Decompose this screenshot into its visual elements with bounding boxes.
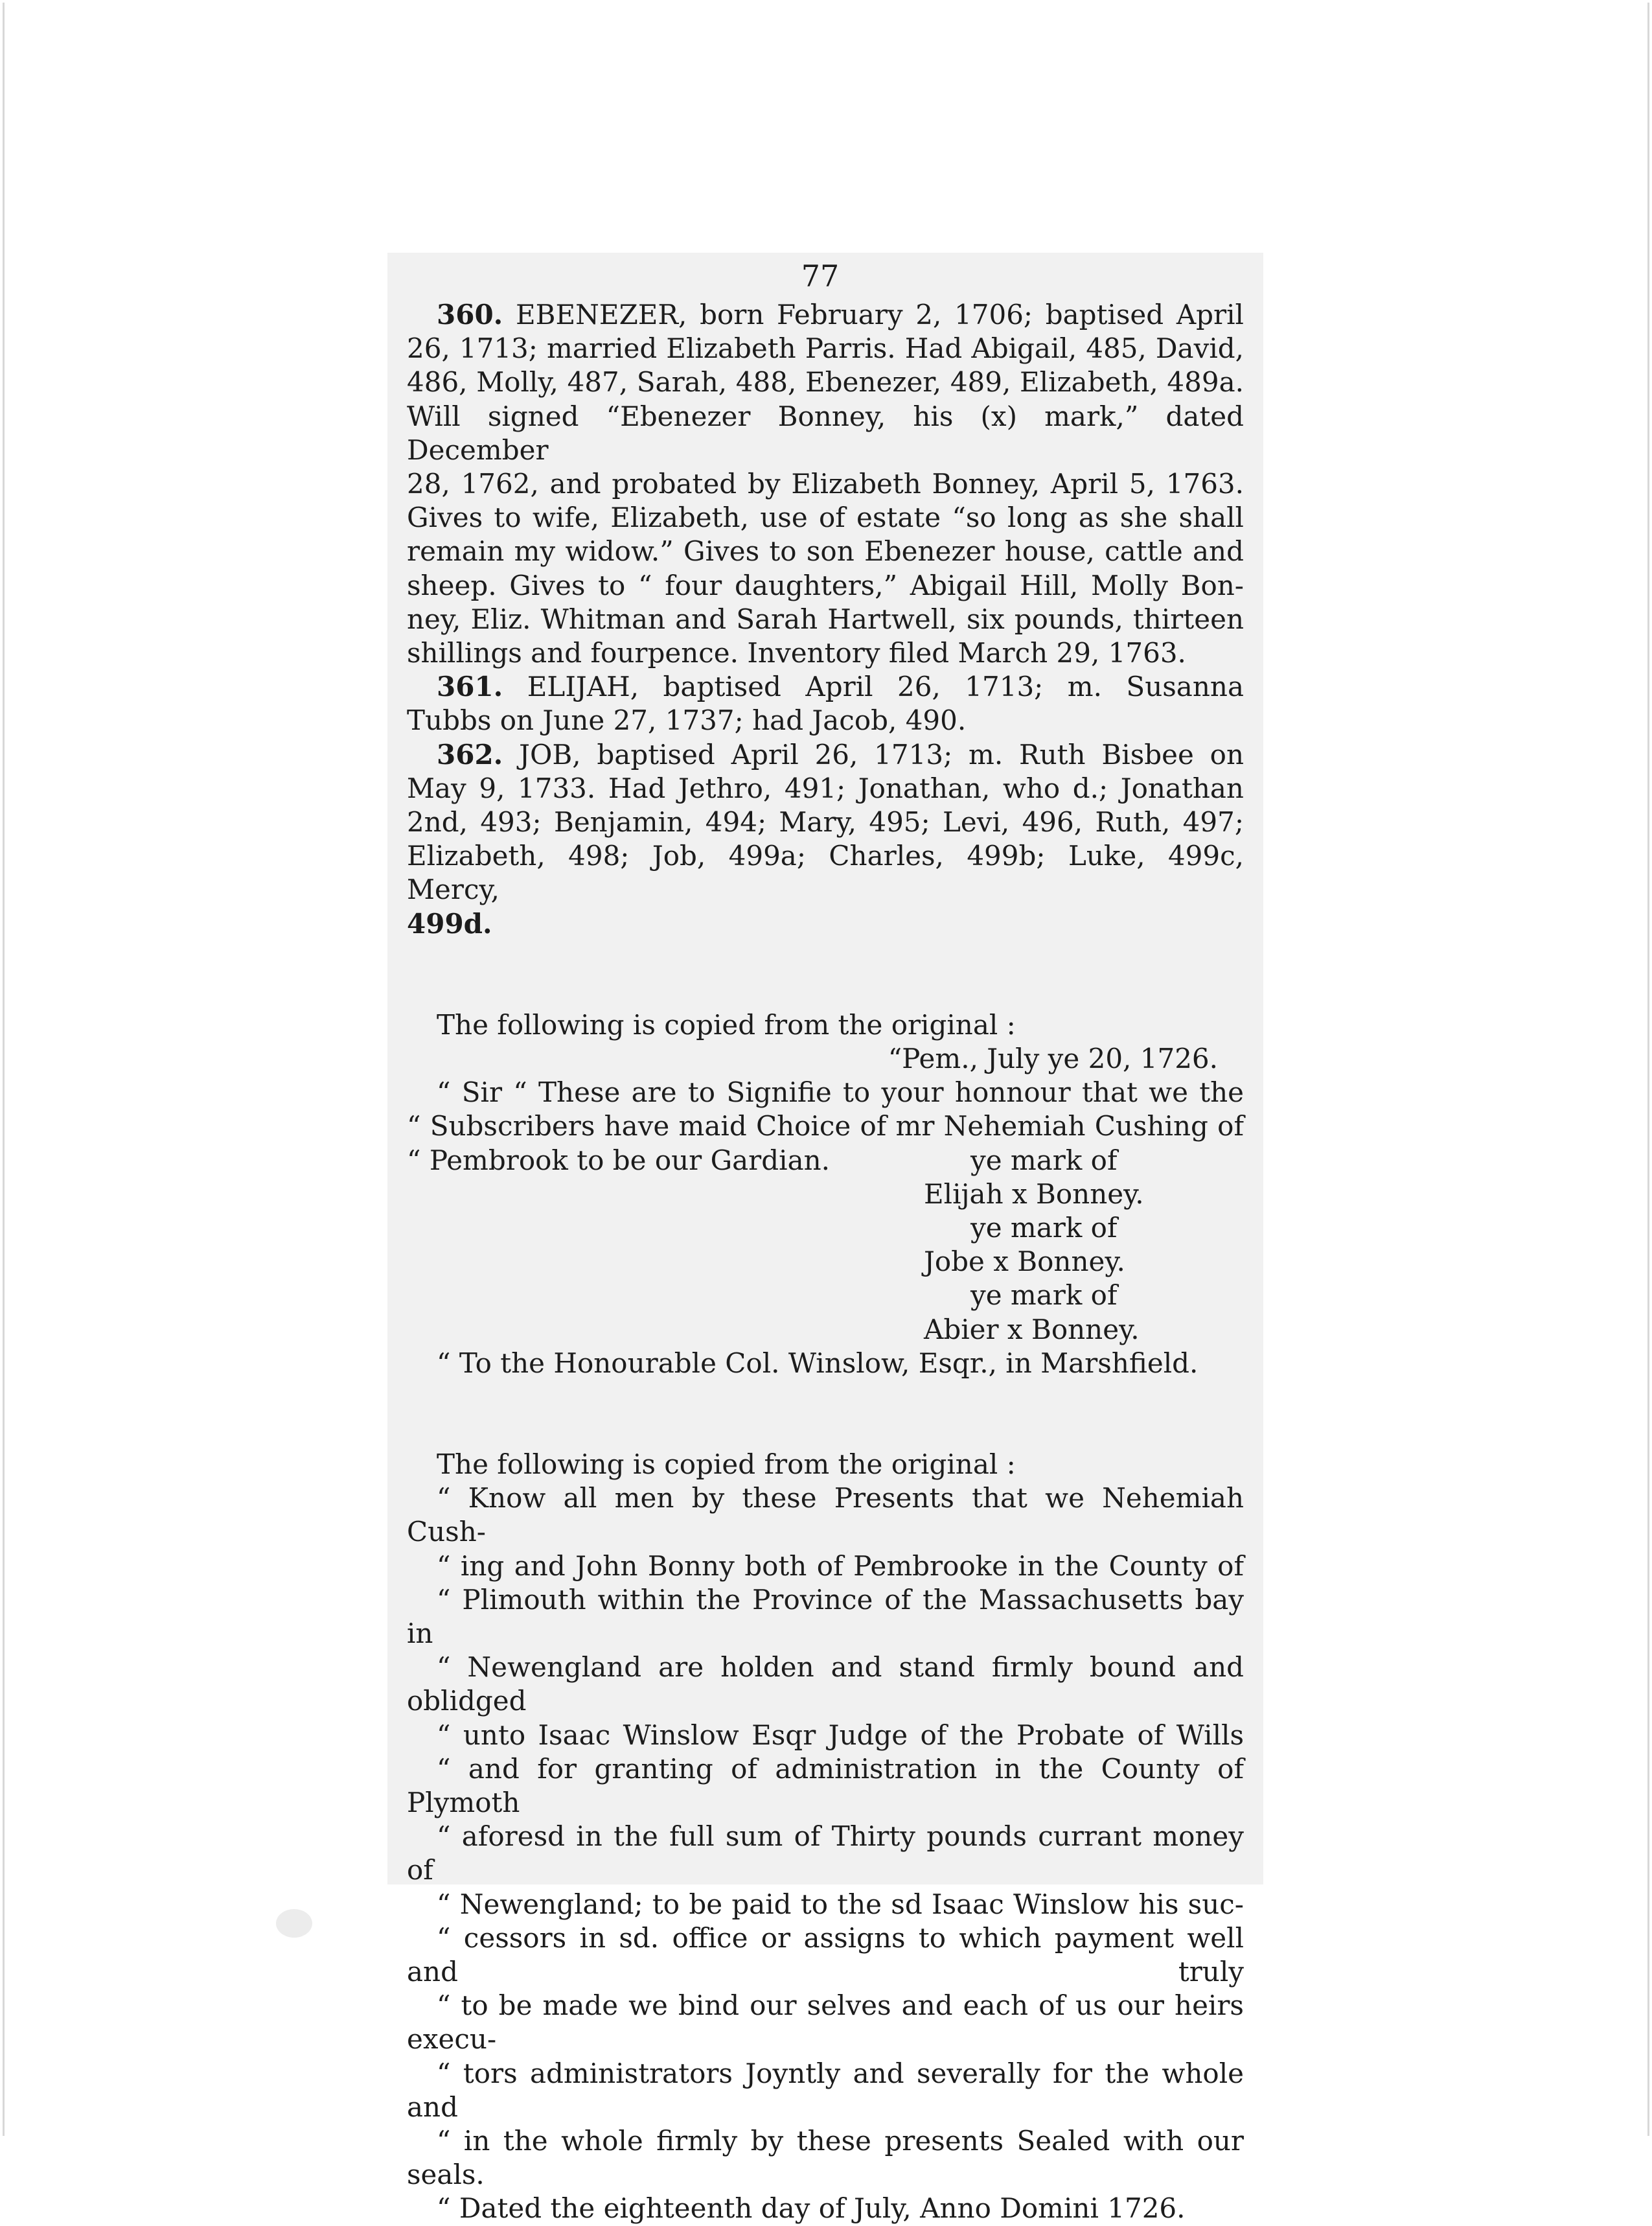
page-number: 77 — [801, 259, 840, 294]
entry-line: Will signed “Ebenezer Bonney, his (x) mark,” dated December — [407, 400, 1244, 466]
entry-line: sheep. Gives to “ four daughters,” Abigail Hill, Molly Bon- — [407, 569, 1244, 601]
signature-name: Elijah x Bonney. — [924, 1177, 1144, 1210]
entry-line: ney, Eliz. Whitman and Sarah Hartwell, six pounds, thirteen — [407, 603, 1244, 635]
entry-line: shillings and fourpence. Inventory filed March 29, 1763. — [407, 637, 1186, 669]
letter-line: “ Sir “ These are to Signifie to your honnour that we the — [437, 1076, 1244, 1109]
signature-mark: ye mark of — [970, 1144, 1118, 1176]
signature-mark: ye mark of — [970, 1212, 1118, 1244]
signature-mark: ye mark of — [970, 1279, 1118, 1312]
bond-line: “ in the whole firmly by these presents Sealed with our seals. — [407, 2125, 1244, 2191]
signature-name: Abier x Bonney. — [924, 1313, 1140, 1345]
bond-line: “ ing and John Bonny both of Pembrooke in the County of — [437, 1549, 1244, 1582]
bond-line: “ Dated the eighteenth day of July, Anno Domini 1726. — [437, 2192, 1186, 2225]
bond-line: “ unto Isaac Winslow Esqr Judge of the Probate of Wills — [437, 1719, 1244, 1751]
entry-number: 360. — [437, 299, 503, 330]
letter-line: “ Subscribers have maid Choice of mr Nehemiah Cushing of — [407, 1110, 1244, 1142]
entry-line: Tubbs on June 27, 1737; had Jacob, 490. — [407, 704, 967, 737]
entry-line: EBENEZER, born February 2, 1706; baptised April — [515, 299, 1244, 330]
entry-number: 361. — [437, 671, 503, 703]
bond-line: “ Know all men by these Presents that we Nehemiah Cush- — [407, 1482, 1244, 1548]
entry-line: 2nd, 493; Benjamin, 494; Mary, 495; Levi, 496, Ruth, 497; — [407, 806, 1244, 839]
bond-line: “ aforesd in the full sum of Thirty pounds currant money of — [407, 1820, 1244, 1886]
entry-line: Elizabeth, 498; Job, 499a; Charles, 499b; Luke, 499c, Mercy, — [407, 840, 1244, 906]
page-text — [407, 253, 1244, 2226]
bond-line: “ Newengland; to be paid to the sd Isaac Winslow his suc- — [437, 1888, 1244, 1920]
letter-address: “ To the Honourable Col. Winslow, Esqr., in Marshfield. — [437, 1347, 1199, 1379]
bond-line: “ Plimouth within the Province of the Massachusetts bay in — [407, 1583, 1244, 1650]
bond-intro: The following is copied from the original : — [437, 1448, 1016, 1480]
entry-360 — [407, 298, 1244, 670]
entry-line: 28, 1762, and probated by Elizabeth Bonney, April 5, 1763. — [407, 468, 1244, 500]
entry-line: ELIJAH, baptised April 26, 1713; m. Susanna — [527, 671, 1244, 703]
entry-line: JOB, baptised April 26, 1713; m. Ruth Bisbee on — [519, 738, 1244, 771]
letter-dateline: “Pem., July ye 20, 1726. — [888, 1043, 1218, 1075]
bond-line: “ tors administrators Joyntly and severally for the whole and — [407, 2057, 1244, 2123]
bond — [407, 1448, 1244, 2226]
bond-line: “ Newengland are holden and stand firmly bound and oblidged — [407, 1651, 1244, 1717]
bond-line: “ cessors in sd. office or assigns to which payment well and truly — [407, 1921, 1244, 1988]
letter-intro: The following is copied from the original : — [437, 1008, 1016, 1041]
bond-line: “ to be made we bind our selves and each of us our heirs execu- — [407, 1989, 1244, 2056]
entry-line: remain my widow.” Gives to son Ebenezer house, cattle and — [407, 535, 1244, 568]
letter — [407, 1008, 1244, 1380]
entry-361 — [407, 670, 1244, 737]
entry-line: Gives to wife, Elizabeth, use of estate “so long as she shall — [407, 502, 1244, 534]
signature-name: Jobe x Bonney. — [924, 1246, 1125, 1278]
entry-line: 486, Molly, 487, Sarah, 488, Ebenezer, 489, Elizabeth, 489a. — [407, 366, 1244, 399]
bond-line: “ and for granting of administration in the County of Plymoth — [407, 1752, 1244, 1819]
entry-line: 499d. — [407, 907, 492, 940]
entry-line: 26, 1713; married Elizabeth Parris. Had Abigail, 485, David, — [407, 332, 1244, 365]
scan-smudge — [276, 1909, 312, 1938]
entry-number: 362. — [437, 738, 503, 771]
entry-line: May 9, 1733. Had Jethro, 491; Jonathan, who d.; Jonathan — [407, 772, 1244, 804]
letter-line: “ Pembrook to be our Gardian. — [407, 1144, 831, 1176]
entry-362 — [407, 738, 1244, 941]
